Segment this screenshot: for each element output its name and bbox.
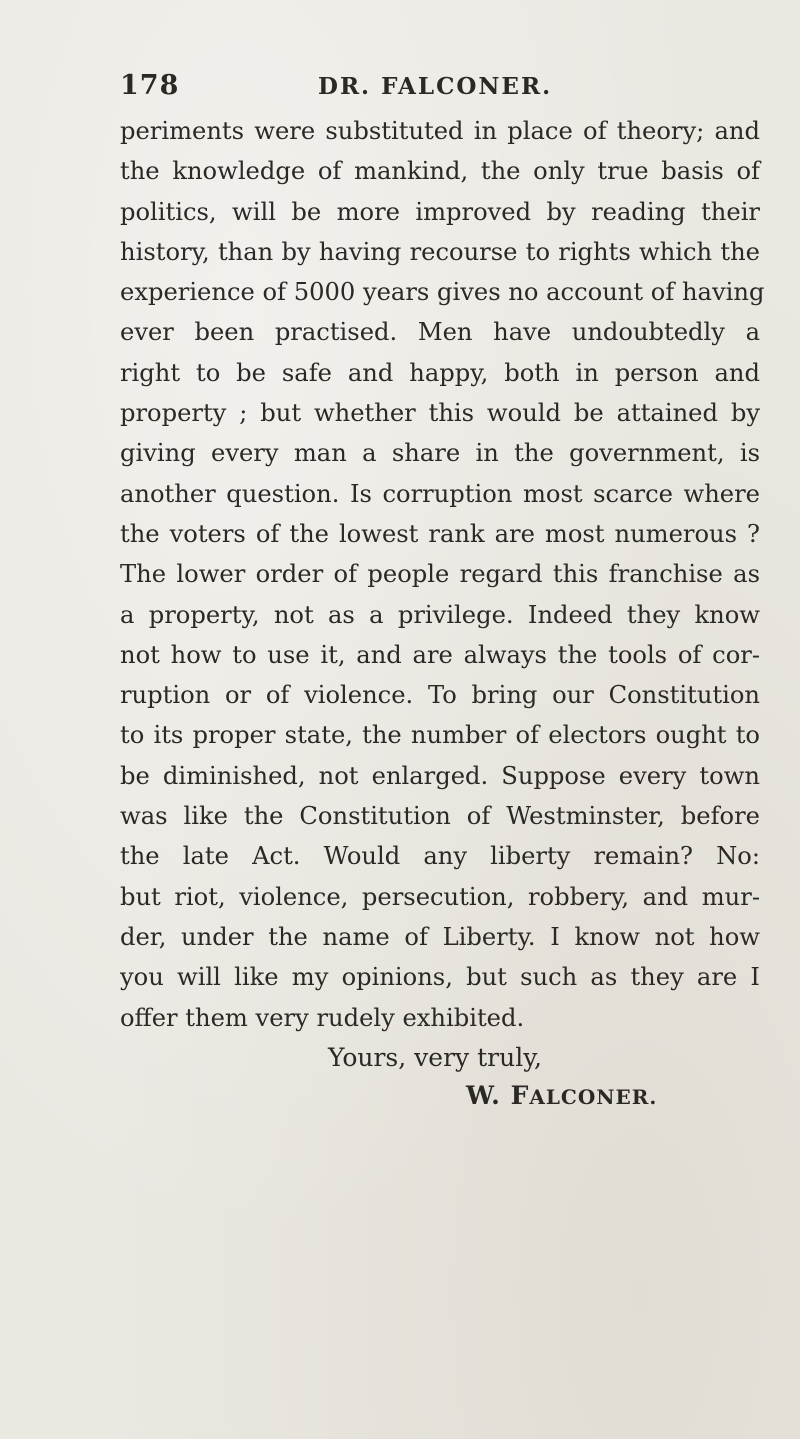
running-head: DR. FALCONER. bbox=[318, 73, 553, 100]
text-line: the late Act. Would any liberty remain? No: bbox=[120, 842, 760, 871]
text-line: another question. Is corruption most scarce where bbox=[120, 479, 760, 508]
text-line: periments were substituted in place of theory; and bbox=[120, 117, 760, 145]
text-line: was like the Constitution of Westminster, before bbox=[120, 802, 760, 831]
text-line: the voters of the lowest rank are most numerous ? bbox=[120, 519, 760, 548]
text-line: a property, not as a privilege. Indeed they know bbox=[120, 600, 760, 629]
text-line: offer them very rudely exhibited. bbox=[120, 1003, 525, 1032]
text-line: ruption or of violence. To bring our Constitution bbox=[120, 681, 760, 710]
text-line: der, under the name of Liberty. I know not how bbox=[120, 922, 760, 951]
text-line: The lower order of people regard this franchise as bbox=[120, 560, 760, 589]
text-line: be diminished, not enlarged. Suppose every town bbox=[120, 761, 760, 790]
text-line: not how to use it, and are always the tools of cor- bbox=[120, 640, 760, 669]
signature-initial: W. F bbox=[466, 1080, 530, 1110]
page-header bbox=[120, 70, 760, 106]
text-line: history, than by having recourse to rights which the bbox=[120, 237, 760, 266]
text-line: experience of 5000 years gives no account of having bbox=[120, 278, 765, 307]
letter-body bbox=[120, 111, 765, 1110]
text-line: ever been practised. Men have undoubtedly a bbox=[120, 318, 760, 347]
text-line: property ; but whether this would be attained by bbox=[120, 399, 760, 428]
page-number: 178 bbox=[120, 70, 180, 101]
text-line: but riot, violence, persecution, robbery, and mur- bbox=[120, 882, 760, 911]
text-line: to its proper state, the number of electors ought to bbox=[120, 721, 760, 750]
valediction: Yours, very truly, bbox=[328, 1042, 542, 1072]
text-line: right to be safe and happy, both in person and bbox=[120, 358, 760, 387]
text-line: giving every man a share in the government, is bbox=[120, 439, 760, 468]
text-line: you will like my opinions, but such as they are I bbox=[120, 963, 760, 992]
signature-surname: ALCONER. bbox=[529, 1084, 658, 1109]
signature bbox=[466, 1076, 657, 1117]
text-line: the knowledge of mankind, the only true basis of bbox=[120, 157, 760, 186]
text-line: politics, will be more improved by reading their bbox=[120, 197, 760, 226]
